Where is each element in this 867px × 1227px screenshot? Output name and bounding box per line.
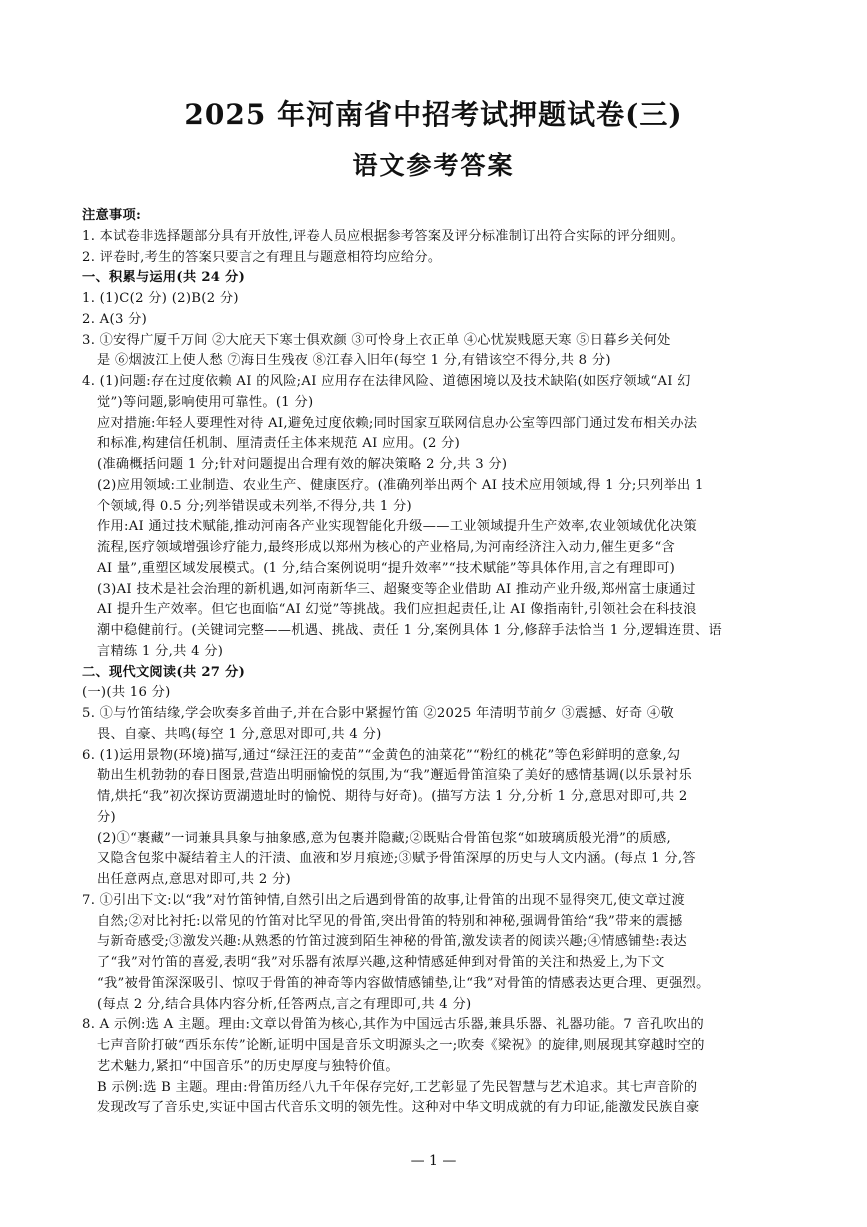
answer-line: 七声音阶打破“西乐东传”论断,证明中国是音乐文明源头之一;吹奏《梁祝》的旋律,则展现其穿越时空的 <box>97 1038 705 1053</box>
answer-line: 5. ①与竹笛结缘,学会吹奏多首曲子,并在合影中紧握竹笛 ②2025 年清明节前夕 ③震撼、好奇 ④敬 <box>82 706 674 721</box>
answer-line: 又隐含包浆中凝结着主人的汗渍、血液和岁月痕迹;③赋予骨笛深厚的历史与人文内涵。(每点 1 分,答 <box>97 851 696 867</box>
answer-line: 7. ①引出下文:以“我”对竹笛钟情,自然引出之后遇到骨笛的故事,让骨笛的出现不显得突兀,使文章过渡 <box>82 892 685 908</box>
page-number: — 1 — <box>410 1153 457 1169</box>
answer-line: 3. ①安得广厦千万间 ②大庇天下寒士俱欢颜 ③可怜身上衣正单 ④心忧炭贱愿天寒 ⑤日暮乡关何处 <box>82 332 671 348</box>
answer-line: AI 量”,重塑区域发展模式。(1 分,结合案例说明“提升效率”“技术赋能”等具体作用,言之有理即可) <box>97 560 676 576</box>
answer-line: B 示例:选 B 主题。理由:骨笛历经八九千年保存完好,工艺彰显了先民智慧与艺术追求。其七声音阶的 <box>97 1079 698 1095</box>
answer-line: 分) <box>97 809 116 825</box>
answer-line: 6. (1)运用景物(环境)描写,通过“绿汪汪的麦苗”“金黄色的油菜花”“粉红的桃花”等色彩鲜明的意象,勾 <box>82 747 681 763</box>
answer-line: 流程,医疗领域增强诊疗能力,最终形成以郑州为核心的产业格局,为河南经济注入动力,催生更多“含 <box>97 540 675 555</box>
answer-line: 情,烘托“我”初次探访贾湖遗址时的愉悦、期待与好奇)。(描写方法 1 分,分析 1 分,意思对即可,共 2 <box>97 789 688 804</box>
answer-content <box>82 206 790 1119</box>
document-title: 2025 年河南省中招考试押题试卷(三) <box>184 98 683 131</box>
answer-line: (2)应用领域:工业制造、农业生产、健康医疗。(准确列举出两个 AI 技术应用领域,得 1 分;只列举出 1 <box>97 477 704 493</box>
answer-line: (3)AI 技术是社会治理的新机遇,如河南新华三、超聚变等企业借助 AI 推动产业升级,郑州富士康通过 <box>97 581 696 597</box>
answer-line: (准确概括问题 1 分;针对问题提出合理有效的解决策略 2 分,共 3 分) <box>97 457 508 472</box>
answer-line: 言精练 1 分,共 4 分) <box>97 643 224 659</box>
document-subtitle: 语文参考答案 <box>352 151 515 180</box>
answer-line: 8. A 示例:选 A 主题。理由:文章以骨笛为核心,其作为中国远古乐器,兼具乐器、礼器功能。7 音孔吹出的 <box>82 1017 704 1033</box>
answer-line: 1. (1)C(2 分) (2)B(2 分) <box>82 291 239 306</box>
answer-line: (每点 2 分,结合具体内容分析,任答两点,言之有理即可,共 4 分) <box>97 996 472 1012</box>
answer-line: 觉”)等问题,影响使用可靠性。(1 分) <box>97 394 314 410</box>
answer-line: 是 ⑥烟波江上使人愁 ⑦海日生残夜 ⑧江春入旧年(每空 1 分,有错该空不得分,共 8 分) <box>97 353 611 369</box>
answer-line: (2)①“裹藏”一词兼具具象与抽象感,意为包裹并隐藏;②既贴合骨笛包浆“如玻璃质般光滑”的质感, <box>97 830 671 846</box>
answer-line: 发现改写了音乐史,实证中国古代音乐文明的领先性。这种对中华文明成就的有力印证,能激发民族自豪 <box>97 1100 700 1116</box>
answer-line: AI 提升生产效率。但它也面临“AI 幻觉”等挑战。我们应担起责任,让 AI 像指南针,引领社会在科技浪 <box>97 602 697 618</box>
section-heading: 注意事项: <box>82 208 142 223</box>
answer-line: 自然;②对比衬托:以常见的竹笛对比罕见的骨笛,突出骨笛的特别和神秘,强调骨笛给“我”带来的震撼 <box>97 913 683 929</box>
answer-line: 2. A(3 分) <box>82 311 148 327</box>
answer-line: 4. (1)问题:存在过度依赖 AI 的风险;AI 应用存在法律风险、道德困境以及技术缺陷(如医疗领域“AI 幻 <box>82 374 691 389</box>
answer-line: 个领域,得 0.5 分;列举错误或未列举,不得分,共 1 分) <box>97 498 412 514</box>
answer-line: 了“我”对竹笛的喜爱,表明“我”对乐器有浓厚兴趣,这种情感延伸到对骨笛的关注和热爱上,为下文 <box>97 955 665 970</box>
answer-line: 作用:AI 通过技术赋能,推动河南各产业实现智能化升级——工业领域提升生产效率,农业领域优化决策 <box>97 519 698 535</box>
answer-line: 1. 本试卷非选择题部分具有开放性,评卷人员应根据参考答案及评分标准制订出符合实际的评分细则。 <box>82 228 685 244</box>
answer-line: “我”被骨笛深深吸引、惊叹于骨笛的神奇等内容做情感铺垫,让“我”对骨笛的情感表达更合理、更强烈。 <box>97 975 710 991</box>
answer-line: 与新奇感受;③激发兴趣:从熟悉的竹笛过渡到陌生神秘的骨笛,激发读者的阅读兴趣;④情感铺垫:表达 <box>97 934 687 950</box>
section-heading: 一、积累与运用(共 24 分) <box>82 270 246 286</box>
answer-line: (一)(共 16 分) <box>82 685 171 701</box>
answer-line: 应对措施:年轻人要理性对待 AI,避免过度依赖;同时国家互联网信息办公室等四部门通过发布相关办法 <box>97 415 698 431</box>
answer-line: 勒出生机勃勃的春日图景,营造出明丽愉悦的氛围,为“我”邂逅骨笛渲染了美好的感情基调(以乐景衬乐 <box>97 768 692 784</box>
answer-line: 畏、自豪、共鸣(每空 1 分,意思对即可,共 4 分) <box>97 726 382 742</box>
answer-line: 出任意两点,意思对即可,共 2 分) <box>97 872 291 887</box>
answer-line: 艺术魅力,紧扣“中国音乐”的历史厚度与独特价值。 <box>97 1058 399 1074</box>
answer-line: 潮中稳健前行。(关键词完整——机遇、挑战、责任 1 分,案例具体 1 分,修辞手法恰当 1 分,逻辑连贯、语 <box>97 623 722 638</box>
answer-line: 和标准,构建信任机制、厘清责任主体来规范 AI 应用。(2 分) <box>97 436 461 452</box>
section-heading: 二、现代文阅读(共 27 分) <box>82 664 246 680</box>
answer-line: 2. 评卷时,考生的答案只要言之有理且与题意相符均应给分。 <box>82 249 442 265</box>
